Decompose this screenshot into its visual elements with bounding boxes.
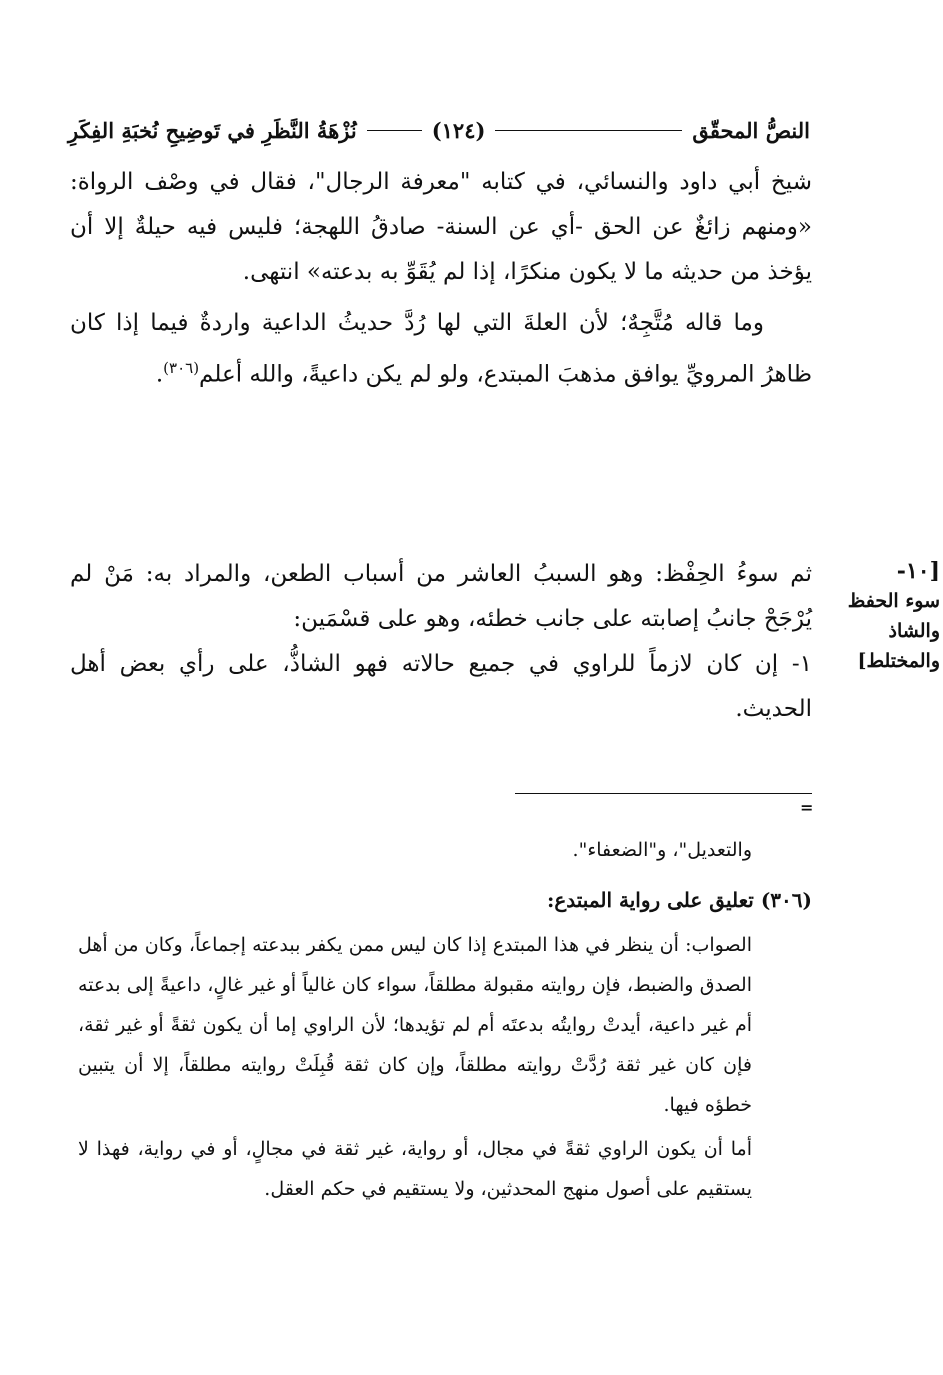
footnote-continuation-mark: = [800, 798, 814, 817]
footnote-306-paragraph-1: الصواب: أن ينظر في هذا المبتدع إذا كان ليس ممن يكفر ببدعته إجماعاً، وكان من أهل الصدق والضبط، فإن روايته مقبولة مطلقاً، سواء كان غالياً أو غير غالٍ، داعيةً إلى بدعته أم غير داعية، أيدتْ روايتُه بدعتَه أم لم تؤيدها؛ لأن الراوي إما أن يكون ثقةً أو غير ثقة، فإن كان غير ثقة رُدَّتْ روايته مطلقاً، وإن كان ثقة قُبِلَتْ روايته مطلقاً، إلا أن يتبين خطؤه فيها. [78, 934, 752, 1116]
section-10-intro: ثم سوءُ الحِفْظ: وهو السببُ العاشر من أسباب الطعن، والمراد به: مَنْ لم يُرْجَحْ جانبُ إصابته على جانب خطئه، وهو على قسْمَين: [70, 561, 812, 632]
margin-title-line-3: والمختلط] [857, 650, 940, 672]
header-book-title: نُزْهَةُ النَّظَرِ في تَوضِيحِ نُخبَةِ الفِكَرِ [68, 117, 357, 143]
section-number: [١٠- [896, 558, 940, 584]
footnote-continuation [78, 830, 812, 870]
paragraph-2 [70, 301, 812, 398]
margin-title-line-2: والشاذ [888, 620, 940, 642]
footnote-306-heading: (٣٠٦) تعليق على رواية المبتدع: [546, 888, 812, 912]
page-number: (١٢٤) [431, 117, 486, 143]
footnote-306-title [78, 880, 812, 920]
header-rule-left [367, 130, 422, 131]
paragraph-2-text: وما قاله مُتَّجِهٌ؛ لأن العلةَ التي لها رُدَّ حديثُ الداعية واردةٌ فيما إذا كان ظاهرُ المرويِّ يوافق مذهبَ المبتدع، ولو لم يكن داعيةً، والله أعلم [70, 310, 812, 388]
header-rule-right [495, 130, 682, 131]
footnote-continuation-text: والتعديل"، و"الضعفاء". [572, 839, 752, 861]
header-section-label: النصُّ المحقّق [692, 117, 810, 143]
paragraph-2-end: . [155, 361, 164, 388]
margin-title-line-1: سوء الحفظ [847, 590, 940, 612]
section-10-text [70, 552, 812, 732]
footnote-306-paragraph-2: أما أن يكون الراوي ثقةً في مجال، أو رواية، غير ثقة في مجالٍ، أو في رواية، فهذا لا يستقيم على أصول منهج المحدثين، ولا يستقيم في حكم العقل. [78, 1138, 752, 1200]
footnote-306-body [78, 925, 812, 1209]
section-10-margin-heading [812, 556, 940, 676]
footnote-ref-306[interactable]: (٣٠٦) [163, 359, 200, 377]
footnote-separator [515, 793, 812, 794]
running-header [68, 112, 810, 148]
main-text [70, 160, 812, 398]
paragraph-1: شيخ أبي داود والنسائي، في كتابه "معرفة الرجال"، فقال في وصْف الرواة: «ومنهم زائغٌ عن الحق -أي عن السنة- صادقُ اللهجة؛ فليس فيه حيلةٌ إلا أن يؤخذ من حديثه ما لا يكون منكرًا، إذا لم يُقَوِّ به بدعته» انتهى. [70, 169, 812, 285]
section-10-item-1: ١- إن كان لازماً للراوي في جميع حالاته فهو الشاذُّ، على رأي بعض أهل الحديث. [70, 651, 812, 722]
